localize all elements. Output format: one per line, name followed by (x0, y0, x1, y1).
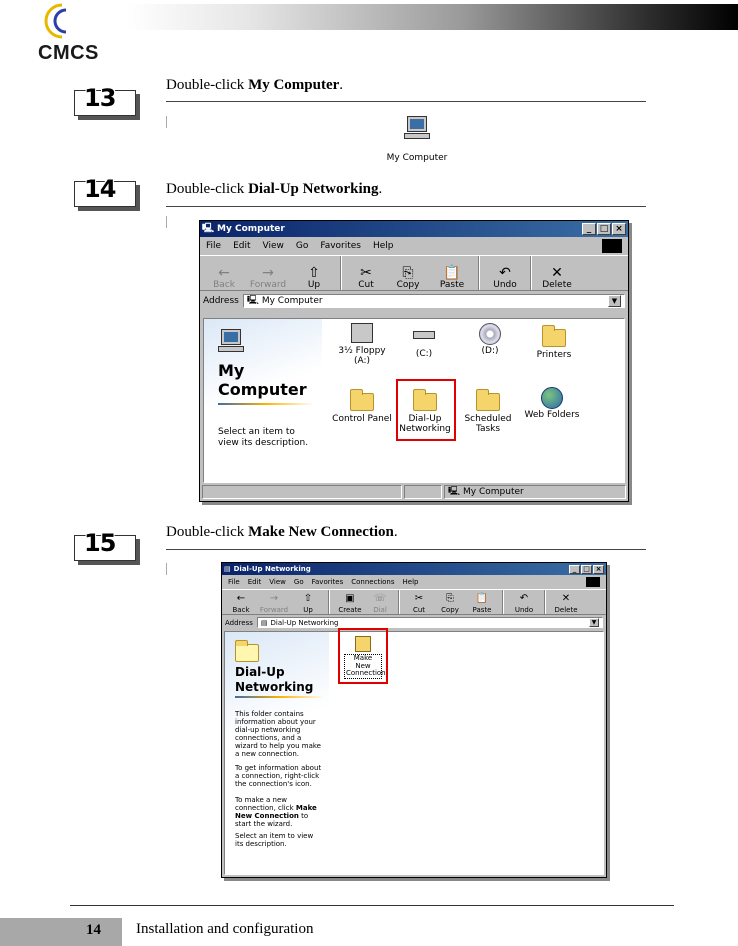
menu-bar (222, 575, 606, 589)
copy-button[interactable]: ⎘ Copy (441, 593, 459, 614)
menu-favorites[interactable]: Favorites (320, 241, 361, 251)
menu-view[interactable]: View (269, 578, 286, 586)
step-13-tick (166, 116, 167, 128)
step-15-tick (166, 563, 167, 575)
panel-divider (235, 696, 325, 698)
step-15-instruction: Double-click Make New Connection. (166, 524, 398, 540)
address-bar (200, 291, 628, 311)
address-dropdown-button[interactable]: ▼ (589, 618, 599, 627)
panel-description: Select an item to view its description. (218, 427, 309, 449)
menu-bar (200, 237, 628, 255)
status-cell-2 (404, 485, 442, 499)
back-button[interactable]: ← Back (213, 265, 235, 290)
panel-paragraph-4: Select an item to view its description. (235, 832, 314, 849)
cmcs-logo-mark (40, 2, 74, 42)
maximize-button[interactable]: □ (597, 223, 611, 235)
my-computer-large-icon (218, 329, 244, 353)
cut-button[interactable]: ✂ Cut (412, 593, 426, 614)
forward-button[interactable]: → Forward (249, 265, 287, 290)
delete-button[interactable]: ✕ Delete (554, 593, 578, 614)
step-number: 15 (84, 529, 116, 557)
hard-drive-icon (413, 331, 435, 339)
window-titlebar[interactable] (200, 221, 628, 237)
address-label: Address (203, 296, 239, 306)
cut-button[interactable]: ✂ Cut (358, 265, 374, 290)
delete-x-icon: ✕ (561, 593, 571, 604)
panel-title-line1: Dial-Up (235, 665, 285, 679)
forward-arrow-icon: → (269, 593, 279, 604)
window-icon: 🖳 (202, 224, 215, 234)
dial-up-highlight-box (396, 379, 456, 441)
up-button[interactable]: ⇧ Up (303, 593, 313, 614)
window-title: My Computer (217, 224, 285, 234)
dial-icon: ☏ (373, 593, 387, 604)
scheduled-tasks-folder-icon (476, 393, 500, 411)
web-view-panel (225, 632, 329, 874)
status-cell-1 (202, 485, 402, 499)
panel-title-line2: Computer (218, 380, 307, 399)
web-view-panel (204, 319, 322, 482)
step-badge-13 (74, 84, 140, 120)
paste-icon: 📋 (443, 265, 461, 281)
windows-logo-icon (586, 577, 600, 587)
toolbar (200, 255, 628, 291)
windows-logo-icon (602, 239, 622, 253)
panel-paragraph-2: To get information about a connection, right-click the connection's icon. (235, 764, 322, 789)
globe-icon (541, 387, 563, 409)
header-gradient-bar (126, 4, 738, 30)
undo-icon: ↶ (499, 265, 511, 281)
address-label: Address (225, 618, 253, 627)
back-arrow-icon: ← (218, 265, 230, 281)
undo-icon: ↶ (519, 593, 529, 604)
paste-button[interactable]: 📋 Paste (472, 593, 492, 614)
undo-button[interactable]: ↶ Undo (493, 265, 517, 290)
dial-up-networking-window (221, 562, 607, 878)
paste-button[interactable]: 📋 Paste (439, 265, 465, 290)
address-input[interactable]: ▤ Dial-Up Networking ▼ (257, 617, 603, 628)
step-14-rule (166, 206, 646, 207)
step-number: 13 (84, 84, 116, 112)
floppy-drive-item[interactable]: 3½ Floppy (A:) (332, 323, 392, 366)
undo-button[interactable]: ↶ Undo (514, 593, 534, 614)
close-button[interactable]: × (612, 223, 626, 235)
page-number: 14 (86, 922, 101, 938)
copy-icon: ⎘ (446, 593, 454, 604)
desktop-icon-label: My Computer (386, 153, 448, 163)
computer-small-icon: 🖳 (246, 296, 259, 306)
dial-up-large-folder-icon (235, 644, 259, 662)
desktop-my-computer-icon[interactable] (384, 116, 450, 163)
menu-edit[interactable]: Edit (233, 241, 251, 251)
folder-small-icon: ▤ (260, 618, 268, 627)
delete-button[interactable]: ✕ Delete (542, 265, 572, 290)
close-button[interactable]: × (593, 565, 604, 574)
window-icon: ▤ (224, 565, 231, 573)
section-title: Installation and configuration (136, 921, 314, 937)
copy-icon: ⎘ (402, 265, 414, 281)
up-folder-icon: ⇧ (303, 593, 313, 604)
window-title: Dial-Up Networking (233, 565, 311, 573)
step-badge-14 (74, 175, 140, 211)
dial-up-networking-item[interactable]: Dial-Up Networking (397, 387, 453, 435)
step-14-tick (166, 216, 167, 228)
copy-button[interactable]: ⎘ Copy (396, 265, 420, 290)
paste-icon: 📋 (475, 593, 489, 604)
scheduled-tasks-item[interactable]: Scheduled Tasks (460, 387, 516, 435)
window-titlebar[interactable] (222, 563, 606, 575)
status-cell-3: 🖳 My Computer (444, 485, 626, 499)
forward-arrow-icon: → (262, 265, 274, 281)
status-bar (200, 484, 628, 500)
make-new-connection-item[interactable]: Make New Connection (343, 636, 383, 679)
scissors-icon: ✂ (414, 593, 424, 604)
drive-c-item[interactable]: (C:) (400, 323, 448, 359)
computer-small-icon: 🖳 (448, 487, 461, 497)
menu-edit[interactable]: Edit (247, 578, 262, 586)
menu-connections[interactable]: Connections (351, 578, 395, 586)
forward-button[interactable]: → Forward (259, 593, 289, 614)
drive-d-item[interactable]: (D:) (466, 323, 514, 356)
panel-paragraph-1: This folder contains information about your dial-up networking connections, and a wizard to help you make a new connection. (235, 710, 321, 759)
footer-rule (70, 905, 674, 906)
step-15-rule (166, 549, 646, 550)
address-input[interactable]: 🖳 My Computer ▼ (243, 294, 625, 308)
folder-content-area (203, 318, 625, 483)
make-new-connection-highlight-box (338, 628, 388, 684)
address-bar (222, 615, 606, 630)
menu-help[interactable]: Help (373, 241, 394, 251)
maximize-button[interactable]: □ (581, 565, 592, 574)
step-number: 14 (84, 175, 116, 203)
address-dropdown-button[interactable]: ▼ (608, 295, 621, 307)
delete-x-icon: ✕ (551, 265, 563, 281)
create-button[interactable]: ▣ Create (338, 593, 362, 614)
step-badge-15 (74, 529, 140, 565)
control-panel-item[interactable]: Control Panel (332, 387, 392, 424)
menu-file[interactable]: File (206, 241, 222, 251)
panel-title-line2: Networking (235, 680, 314, 694)
create-icon: ▣ (345, 593, 355, 604)
step-13-instruction: Double-click My Computer. (166, 77, 344, 93)
cmcs-logo-text: CMCS (38, 42, 99, 64)
my-computer-window (199, 220, 629, 502)
web-folders-item[interactable]: Web Folders (522, 387, 582, 420)
floppy-drive-icon (351, 323, 373, 343)
cd-drive-icon (479, 323, 501, 345)
minimize-button[interactable]: _ (582, 223, 596, 235)
panel-divider (218, 403, 314, 405)
printers-item[interactable]: Printers (528, 323, 580, 360)
up-folder-icon: ⇧ (308, 265, 320, 281)
back-arrow-icon: ← (236, 593, 246, 604)
panel-paragraph-3: To make a new connection, click Make New Connection to start the wizard. (235, 796, 317, 829)
control-panel-folder-icon (350, 393, 374, 411)
step-13-rule (166, 101, 646, 102)
step-14-instruction: Double-click Dial-Up Networking. (166, 181, 383, 197)
footer-page-box (0, 918, 122, 946)
menu-favorites[interactable]: Favorites (311, 578, 344, 586)
panel-title-line1: My (218, 361, 245, 380)
menu-go[interactable]: Go (293, 578, 304, 586)
folder-content-area (224, 631, 604, 875)
scissors-icon: ✂ (360, 265, 372, 281)
menu-view[interactable]: View (262, 241, 284, 251)
printers-folder-icon (542, 329, 566, 347)
toolbar (222, 589, 606, 615)
back-button[interactable]: ← Back (232, 593, 250, 614)
menu-help[interactable]: Help (402, 578, 419, 586)
dial-button[interactable]: ☏ Dial (373, 593, 387, 614)
menu-file[interactable]: File (228, 578, 240, 586)
computer-icon (404, 116, 430, 140)
up-button[interactable]: ⇧ Up (307, 265, 321, 290)
minimize-button[interactable]: _ (569, 565, 580, 574)
menu-go[interactable]: Go (295, 241, 309, 251)
